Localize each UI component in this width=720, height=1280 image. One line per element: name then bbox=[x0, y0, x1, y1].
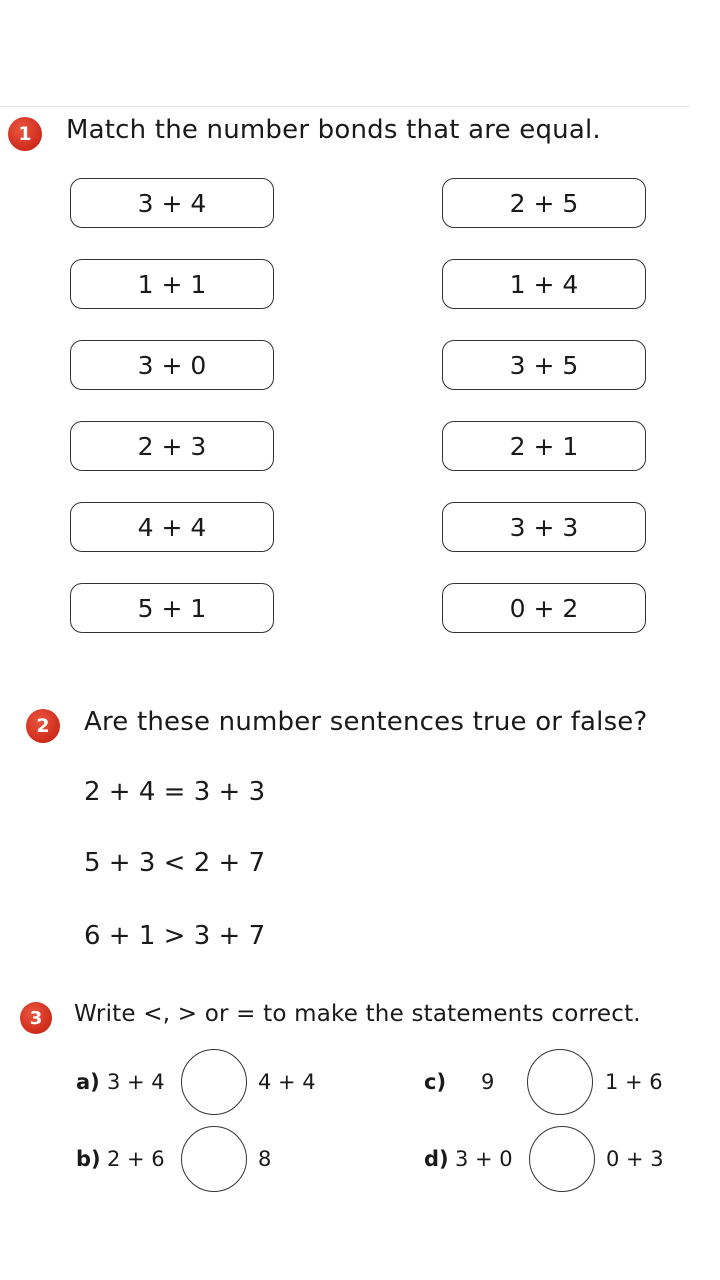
bond-label: 4 + 4 bbox=[137, 512, 207, 542]
bond-label: 2 + 5 bbox=[509, 188, 579, 218]
item-b-left-expr: 2 + 6 bbox=[107, 1147, 165, 1171]
right-bond-box[interactable] bbox=[442, 421, 646, 471]
right-bond-box[interactable] bbox=[442, 259, 646, 309]
number-sentence: 6 + 1 > 3 + 7 bbox=[84, 921, 266, 951]
left-bond-box[interactable] bbox=[70, 583, 274, 633]
bond-label: 3 + 4 bbox=[137, 188, 207, 218]
item-d-label: d) bbox=[424, 1147, 449, 1171]
question-2-title: Are these number sentences true or false? bbox=[84, 707, 648, 737]
item-a-left-expr: 3 + 4 bbox=[107, 1070, 165, 1094]
item-b-answer-circle[interactable] bbox=[181, 1126, 247, 1192]
question-1-badge bbox=[8, 117, 42, 151]
bond-label: 2 + 1 bbox=[509, 431, 579, 461]
question-3-title: Write <, > or = to make the statements correct. bbox=[74, 1001, 641, 1027]
right-bond-box[interactable] bbox=[442, 340, 646, 390]
item-b-label: b) bbox=[76, 1147, 101, 1171]
item-c-left-expr: 9 bbox=[481, 1070, 495, 1094]
question-3-badge bbox=[20, 1002, 52, 1034]
right-bond-box[interactable] bbox=[442, 502, 646, 552]
left-bond-box[interactable] bbox=[70, 178, 274, 228]
item-c-label: c) bbox=[424, 1070, 447, 1094]
bond-label: 1 + 4 bbox=[509, 269, 579, 299]
bond-label: 3 + 5 bbox=[509, 350, 579, 380]
question-3-number: 3 bbox=[29, 1007, 43, 1029]
bond-label: 3 + 3 bbox=[509, 512, 579, 542]
bond-label: 2 + 3 bbox=[137, 431, 207, 461]
right-bond-box[interactable] bbox=[442, 583, 646, 633]
left-bond-box[interactable] bbox=[70, 502, 274, 552]
question-1-title: Match the number bonds that are equal. bbox=[66, 115, 601, 145]
left-bond-box[interactable] bbox=[70, 340, 274, 390]
item-d-left-expr: 3 + 0 bbox=[455, 1147, 513, 1171]
question-2-badge bbox=[26, 709, 60, 743]
left-bond-box[interactable] bbox=[70, 421, 274, 471]
item-d-answer-circle[interactable] bbox=[529, 1126, 595, 1192]
item-c-answer-circle[interactable] bbox=[527, 1049, 593, 1115]
top-divider bbox=[0, 106, 690, 107]
bond-label: 3 + 0 bbox=[137, 350, 207, 380]
item-b-right-expr: 8 bbox=[258, 1147, 272, 1171]
question-1-number: 1 bbox=[18, 123, 32, 145]
item-c-right-expr: 1 + 6 bbox=[605, 1070, 663, 1094]
item-d-right-expr: 0 + 3 bbox=[606, 1147, 664, 1171]
bond-label: 0 + 2 bbox=[509, 593, 579, 623]
bond-label: 5 + 1 bbox=[137, 593, 207, 623]
item-a-answer-circle[interactable] bbox=[181, 1049, 247, 1115]
left-bond-box[interactable] bbox=[70, 259, 274, 309]
number-sentence: 2 + 4 = 3 + 3 bbox=[84, 777, 266, 807]
number-sentence: 5 + 3 < 2 + 7 bbox=[84, 848, 266, 878]
right-bond-box[interactable] bbox=[442, 178, 646, 228]
item-a-right-expr: 4 + 4 bbox=[258, 1070, 316, 1094]
item-a-label: a) bbox=[76, 1070, 100, 1094]
question-2-number: 2 bbox=[36, 715, 50, 737]
bond-label: 1 + 1 bbox=[137, 269, 207, 299]
